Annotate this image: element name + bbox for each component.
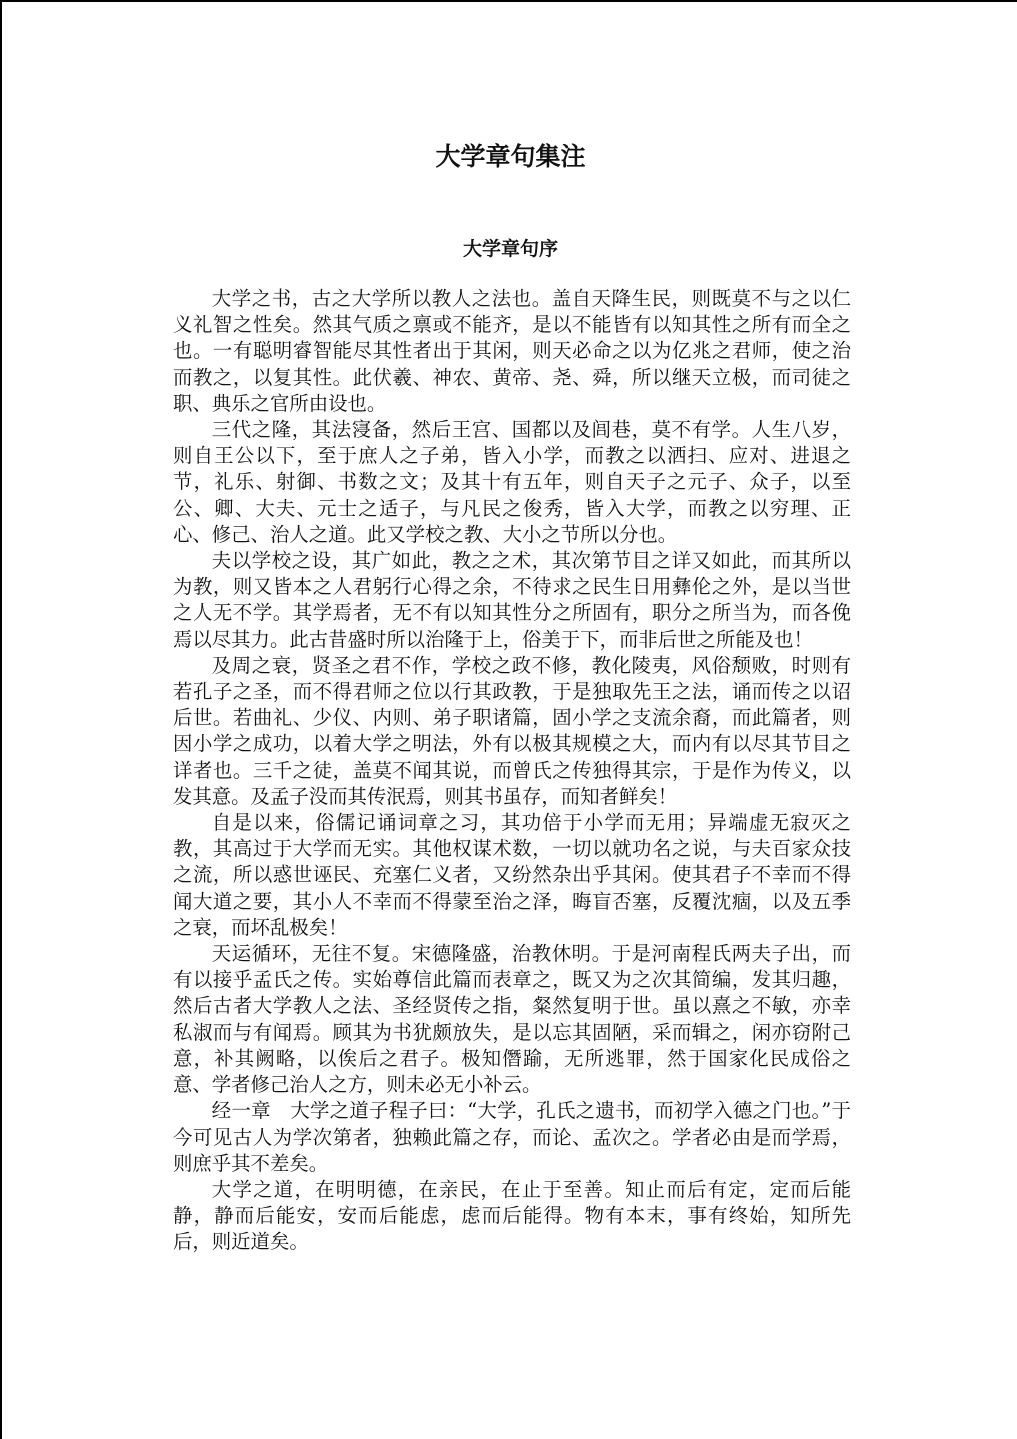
- paragraph: 大学之道，在明明德，在亲民，在止于至善。知止而后有定，定而后能静，静而后能安，安而后能虑，虑而后能得。物有本末，事有终始，知所先后，则近道矣。: [173, 1177, 851, 1254]
- paragraph: 经一章 大学之道子程子曰：“大学，孔氏之遗书，而初学入德之门也。”于今可见古人为学次第者，独赖此篇之存，而论、孟次之。学者必由是而学焉，则庶乎其不差矣。: [173, 1099, 851, 1175]
- paragraph: 三代之隆，其法寖备，然后王宫、国都以及闾巷，莫不有学。人生八岁，则自王公以下，至于庶人之子弟，皆入小学，而教之以洒扫、应对、进退之节，礼乐、射御、书数之文；及其十有五年，则自天子之元子、众子，以至公、卿、大夫、元士之适子，与凡民之俊秀，皆入大学，而教之以穷理、正心、修己、治人之道。此又学校之教、大小之节所以分也。: [173, 418, 851, 546]
- body-text: [173, 286, 851, 1256]
- paragraph: 自是以来，俗儒记诵词章之习，其功倍于小学而无用；异端虚无寂灭之教，其高过于大学而无实。其他权谋术数，一切以就功名之说，与夫百家众技之流，所以惑世诬民、充塞仁义者，又纷然杂出乎其闲。使其君子不幸而不得闻大道之要，其小人不幸而不得蒙至治之泽，晦盲否塞，反覆沈痼，以及五季之衰，而坏乱极矣！: [173, 811, 851, 939]
- paragraph: 夫以学校之设，其广如此，教之之术，其次第节目之详又如此，而其所以为教，则又皆本之人君躬行心得之余，不待求之民生日用彝伦之外，是以当世之人无不学。其学焉者，无不有以知其性分之所固有，职分之所当为，而各俛焉以尽其力。此古昔盛时所以治隆于上，俗美于下，而非后世之所能及也！: [173, 549, 851, 651]
- section-title: 大学章句序: [462, 238, 558, 260]
- paragraph: 天运循环，无往不复。宋德隆盛，治教休明。于是河南程氏两夫子出，而有以接乎孟氏之传。实始尊信此篇而表章之，既又为之次其简编，发其归趣，然后古者大学教人之法、圣经贤传之指，粲然复明于世。虽以熹之不敏，亦幸私淑而与有闻焉。顾其为书犹颇放失，是以忘其固陋，采而辑之，闲亦窃附己意，补其阙略，以俟后之君子。极知僭踰，无所逃罪，然于国家化民成俗之意、学者修己治人之方，则未必无小补云。: [173, 942, 851, 1097]
- paragraph: 及周之衰，贤圣之君不作，学校之政不修，教化陵夷，风俗颓败，时则有若孔子之圣，而不得君师之位以行其政教，于是独取先王之法，诵而传之以诏后世。若曲礼、少仪、内则、弟子职诸篇，固小学之支流余裔，而此篇者，则因小学之成功，以着大学之明法，外有以极其规模之大，而内有以尽其节目之详者也。三千之徒，盖莫不闻其说，而曾氏之传独得其宗，于是作为传义，以发其意。及孟子没而其传泯焉，则其书虽存，而知者鲜矣！: [173, 653, 851, 808]
- document-title: 大学章句集注: [435, 142, 586, 171]
- paragraph: 大学之书，古之大学所以教人之法也。盖自天降生民，则既莫不与之以仁义礼智之性矣。然其气质之禀或不能齐，是以不能皆有以知其性之所有而全之也。一有聪明睿智能尽其性者出于其闲，则天必命之以为亿兆之君师，使之治而教之，以复其性。此伏羲、神农、黄帝、尧、舜，所以继天立极，而司徒之职、典乐之官所由设也。: [173, 287, 851, 415]
